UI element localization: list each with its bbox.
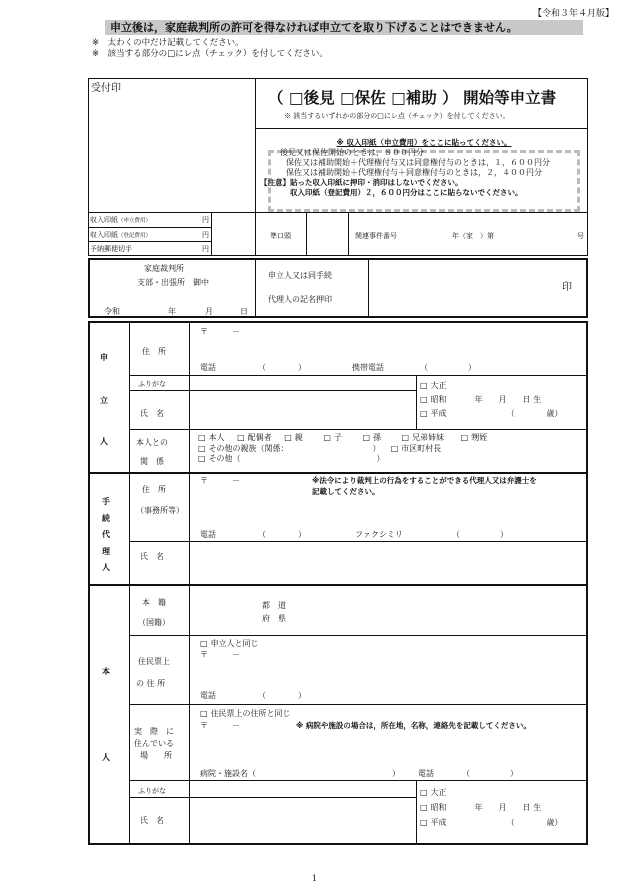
relation-label-1: 本人との <box>136 438 168 447</box>
page-number: 1 <box>312 874 318 883</box>
applicant-postal[interactable]: 〒 － <box>200 327 240 336</box>
instruction-2: ※ 該当する部分の□にレ点（チェック）を付してください。 <box>92 49 328 59</box>
agent-phone-field[interactable]: （ ） <box>258 530 306 539</box>
principal-era-showa-row: □ 昭和 年 月 日 生 <box>420 800 563 815</box>
applicant-era-showa[interactable]: □ 昭和 <box>420 395 447 404</box>
prefecture-a: 都 道 <box>262 601 286 610</box>
edition-label: 【令和３年４月版】 <box>532 9 614 19</box>
fee-unit-1: 円 <box>202 216 209 224</box>
residence-postal[interactable]: 〒 － <box>200 650 240 659</box>
residence-phone-field[interactable]: （ ） <box>258 691 306 700</box>
relation-mayor[interactable]: □ 市区町村長 <box>391 444 442 453</box>
relation-nephew[interactable]: □ 甥姪 <box>461 433 488 442</box>
principal-era-showa[interactable]: □ 昭和 <box>420 803 447 812</box>
stamp-heading: ※ 収入印紙（申立費用）をここに貼ってください。 <box>336 138 512 147</box>
residence-phone-label: 電話 <box>200 691 216 700</box>
facility-phone-field[interactable]: （ ） <box>462 769 518 778</box>
facility-phone-label: 電話 <box>418 769 434 778</box>
fee-unit-3: 円 <box>202 245 209 253</box>
principal-era-taisho[interactable]: □ 大正 <box>420 785 563 800</box>
agent-address-sub: （事務所等） <box>136 506 184 515</box>
signature-label-1: 申立人又は同手続 <box>268 271 332 280</box>
relation-self[interactable]: □ 本人 <box>198 433 225 442</box>
warning-banner: 申立後は，家庭裁判所の許可を得なければ申立てを取り下げることはできません。 <box>105 20 583 35</box>
applicant-mobile-label: 携帯電話 <box>352 363 384 372</box>
relation-other[interactable]: □ その他（ ） <box>198 454 487 465</box>
relation-grandchild[interactable]: □ 孫 <box>362 433 381 442</box>
agent-section-label: 手 続 代 理 人 <box>102 497 110 572</box>
relation-child[interactable]: □ 子 <box>323 433 342 442</box>
receipt-stamp-label: 受付印 <box>91 83 121 94</box>
applicant-era-heisei-row: □ 平成 （ 歳） <box>420 407 563 421</box>
stamp-line-2: 保佐又は補助開始＋代理権付与又は同意権付与のときは，１，６００円分 <box>286 158 550 167</box>
prefecture-b: 府 県 <box>262 614 286 623</box>
agent-fax-field[interactable]: （ ） <box>452 530 508 539</box>
signature-label-2: 代理人の記名押印 <box>268 295 332 304</box>
date-day: 日 <box>240 307 248 316</box>
agent-postal[interactable]: 〒 － <box>200 476 240 485</box>
instructions <box>92 38 328 60</box>
principal-name-label: 氏 名 <box>140 816 164 825</box>
date-year: 年 <box>168 307 176 316</box>
date-era: 令和 <box>104 307 120 316</box>
form-title: （ □後見 □保佐 □補助 ） 開始等申立書 <box>268 89 557 107</box>
domicile-sub: （国籍） <box>138 618 170 627</box>
applicant-section-1: 申 <box>100 353 108 362</box>
relation-label-2: 関 係 <box>140 457 164 466</box>
stamp-area <box>260 138 588 198</box>
related-case-year[interactable]: 年（家 ）第 <box>452 232 494 240</box>
applicant-era-heisei[interactable]: □ 平成 <box>420 409 447 418</box>
related-case-number: 号 <box>577 232 584 240</box>
facility-note: ※ 病院や施設の場合は，所在地，名称，連絡先を記載してください。 <box>296 721 531 730</box>
residence-label-1: 住民票上 <box>138 657 170 666</box>
principal-furigana-label: ふりがな <box>138 787 166 795</box>
seal-mark: 印 <box>562 282 572 293</box>
agent-name-label: 氏 名 <box>140 552 164 561</box>
prelim-label: 準口頭 <box>270 232 291 240</box>
actual-postal[interactable]: 〒 － <box>200 721 240 730</box>
principal-era-heisei-row: □ 平成 （ 歳） <box>420 815 563 830</box>
relation-spouse[interactable]: □ 配偶者 <box>237 433 272 442</box>
court-name-label: 家庭裁判所 <box>144 264 184 273</box>
applicant-era-showa-row: □ 昭和 年 月 日 生 <box>420 393 563 407</box>
relation-parent[interactable]: □ 親 <box>284 433 303 442</box>
stamp-line-1: 後見又は保佐開始のときは，８００円分 <box>280 148 424 157</box>
applicant-phone-label: 電話 <box>200 363 216 372</box>
applicant-furigana-label: ふりがな <box>138 380 166 388</box>
stamp-caution: 【注意】貼った収入印紙に押印・消印はしないでください。 <box>260 178 463 187</box>
residence-same-as-applicant[interactable]: □ 申立人と同じ <box>200 638 259 649</box>
fee-unit-2: 円 <box>202 231 209 239</box>
applicant-address-label: 住 所 <box>142 347 166 356</box>
applicant-name-label: 氏 名 <box>140 409 164 418</box>
instruction-1: ※ 太わくの中だけ記載してください。 <box>92 38 244 48</box>
applicant-dob <box>420 379 563 421</box>
principal-section-2: 人 <box>102 753 110 762</box>
related-case-label: 関連事件番号 <box>355 232 397 240</box>
fee-row-1: 収入印紙（申立費用） <box>90 216 152 224</box>
relation-other-family[interactable]: □ その他の親族（関係： ） <box>198 444 381 453</box>
option-kouken[interactable]: □後見 <box>288 89 335 107</box>
applicant-era-taisho[interactable]: □ 大正 <box>420 379 563 393</box>
actual-residence-label: 実 際 に 住んでいる 場 所 <box>134 727 174 760</box>
relation-sibling[interactable]: □ 兄弟姉妹 <box>402 433 445 442</box>
applicant-mobile-field[interactable]: （ ） <box>420 363 476 372</box>
applicant-section-3: 人 <box>100 437 108 446</box>
agent-phone-label: 電話 <box>200 530 216 539</box>
stamp-line-3: 保佐又は補助開始＋代理権付与＋同意権付与のときは，２，４００円分 <box>286 168 542 177</box>
court-branch-label: 支部・出張所 御中 <box>137 278 209 287</box>
agent-fax-label: ファクシミリ <box>355 530 403 539</box>
agent-address-label: 住 所 <box>142 485 166 494</box>
residence-label-2: の 住 所 <box>136 679 166 688</box>
title-note: ※ 該当するいずれかの部分の□にレ点（チェック）を付してください。 <box>284 112 510 120</box>
stamp-registration: 収入印紙（登記費用）２，６００円分はここに貼らないでください。 <box>290 188 523 197</box>
relation-options <box>198 433 487 465</box>
domicile-label: 本 籍 <box>142 598 166 607</box>
applicant-section-2: 立 <box>100 396 108 405</box>
option-hojo[interactable]: □補助 <box>391 89 437 107</box>
facility-name-field[interactable]: 病院・施設名（ ） <box>200 769 400 778</box>
principal-section-1: 本 <box>102 667 110 676</box>
date-month: 月 <box>205 307 213 316</box>
fee-row-3: 予納郵便切手 <box>90 245 132 253</box>
actual-same-as-residence[interactable]: □ 住民票上の住所と同じ <box>200 708 291 719</box>
option-hosa[interactable]: □保佐 <box>340 89 386 107</box>
principal-era-heisei[interactable]: □ 平成 <box>420 818 447 827</box>
applicant-phone-field[interactable]: （ ） <box>258 363 306 372</box>
principal-dob <box>420 785 563 830</box>
fee-row-2: 収入印紙（登記費用） <box>90 231 152 239</box>
agent-note: ※法令により裁判上の行為をすることができる代理人又は弁護士を 記載してください。 <box>312 476 537 496</box>
